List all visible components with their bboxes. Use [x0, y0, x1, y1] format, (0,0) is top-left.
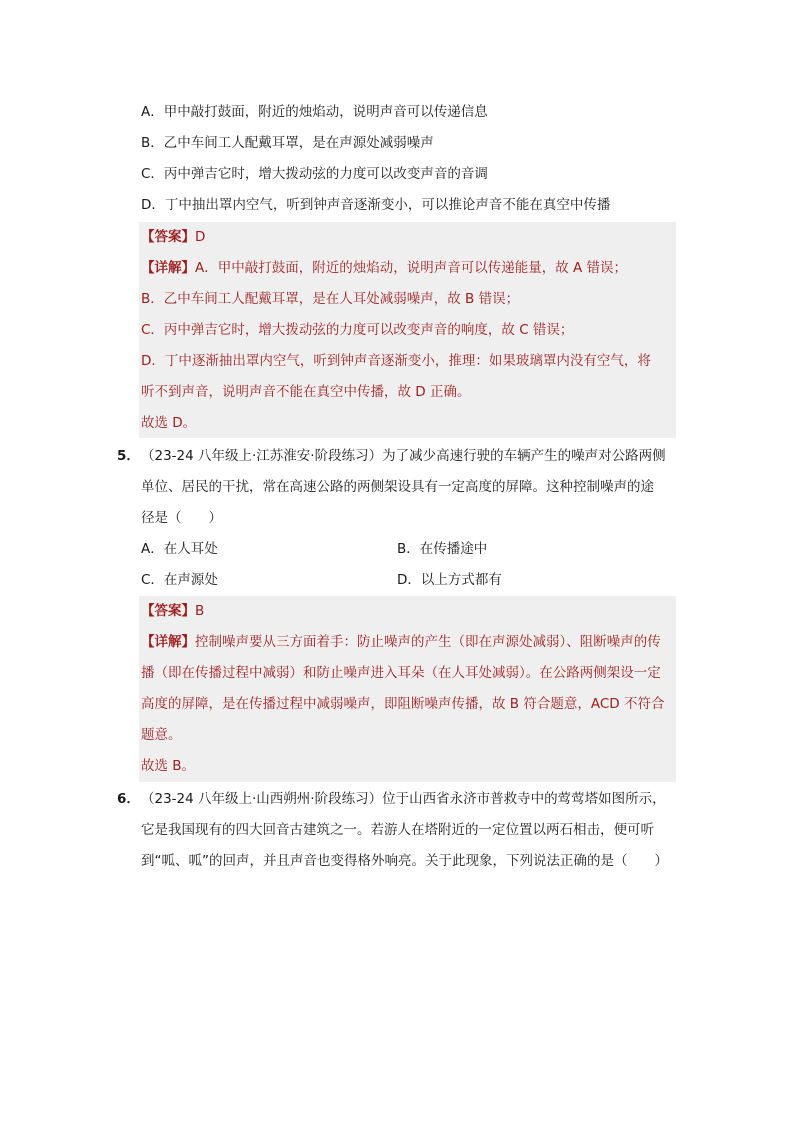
q6-stem-line: 它是我国现有的四大回音古建筑之一。若游人在塔附近的一定位置以两石相击，便可听: [141, 822, 654, 838]
q6-stem-line: （23-24 八年级上·山西朔州·阶段练习）位于山西省永济市普救寺中的莺莺塔如图所示，: [141, 791, 666, 807]
answer-tag: 【答案】: [141, 603, 195, 619]
q5-option-d: D．以上方式都有: [397, 572, 502, 588]
q4-answer: [141, 227, 205, 247]
q5-detail-line: [141, 632, 661, 652]
q5-detail-line: 播（即在传播过程中减弱）和防止噪声进入耳朵（在人耳处减弱）。在公路两侧架设一定: [141, 665, 661, 681]
q4-detail-line: 听不到声音，说明声音不能在真空中传播，故 D 正确。: [141, 384, 471, 400]
q5-detail-line: 高度的屏障，是在传播过程中减弱噪声，即阻断噪声传播，故 B 符合题意，ACD 不符合: [141, 696, 665, 712]
detail-text: 控制噪声要从三方面着手：防止噪声的产生（即在声源处减弱）、阻断噪声的传: [195, 634, 661, 650]
q4-detail-line: C．丙中弹吉它时，增大拨动弦的力度可以改变声音的响度，故 C 错误；: [141, 322, 574, 338]
detail-tag: 【详解】: [141, 634, 195, 650]
q5-stem-line: 单位、居民的干扰，常在高速公路的两侧架设具有一定高度的屏障。这种控制噪声的途: [141, 479, 654, 495]
q5-conclusion: 故选 B。: [141, 758, 196, 774]
answer-value: B: [195, 603, 205, 619]
q4-conclusion: 故选 D。: [141, 415, 197, 431]
q5-stem-line: 径是（ ）: [141, 510, 222, 526]
q5-option-c: C．在声源处: [141, 572, 218, 588]
detail-tag: 【详解】: [141, 260, 195, 276]
q5-stem-line: （23-24 八年级上·江苏淮安·阶段练习）为了减少高速行驶的车辆产生的噪声对公路两侧: [141, 448, 666, 464]
q4-option-a: A．甲中敲打鼓面，附近的烛焰动，说明声音可以传递信息: [141, 104, 488, 120]
q5-answer: [141, 601, 204, 621]
q5-detail-line: 题意。: [141, 727, 182, 743]
q6-stem-line: 到“呱、呱”的回声，并且声音也变得格外响亮。关于此现象，下列说法正确的是（ ）: [141, 853, 668, 869]
q5-number: 5．: [117, 448, 140, 464]
answer-value: D: [195, 229, 206, 245]
q5-answer-block: [139, 596, 676, 782]
q4-detail-line: [141, 258, 627, 278]
q4-option-c: C．丙中弹吉它时，增大拨动弦的力度可以改变声音的音调: [141, 166, 488, 182]
q4-option-b: B．乙中车间工人配戴耳罩，是在声源处减弱噪声: [141, 135, 434, 151]
q4-option-d: D．丁中抽出罩内空气，听到钟声音逐渐变小，可以推论声音不能在真空中传播: [141, 197, 611, 213]
q5-option-a: A．在人耳处: [141, 541, 218, 557]
q5-option-b: B．在传播途中: [397, 541, 488, 557]
q4-detail-line: B．乙中车间工人配戴耳罩，是在人耳处减弱噪声，故 B 错误；: [141, 291, 520, 307]
detail-text: A．甲中敲打鼓面，附近的烛焰动，说明声音可以传递能量，故 A 错误；: [195, 260, 628, 276]
q4-detail-line: D．丁中逐渐抽出罩内空气，听到钟声音逐渐变小，推理：如果玻璃罩内没有空气，将: [141, 353, 651, 369]
q6-number: 6．: [117, 791, 140, 807]
answer-tag: 【答案】: [141, 229, 195, 245]
